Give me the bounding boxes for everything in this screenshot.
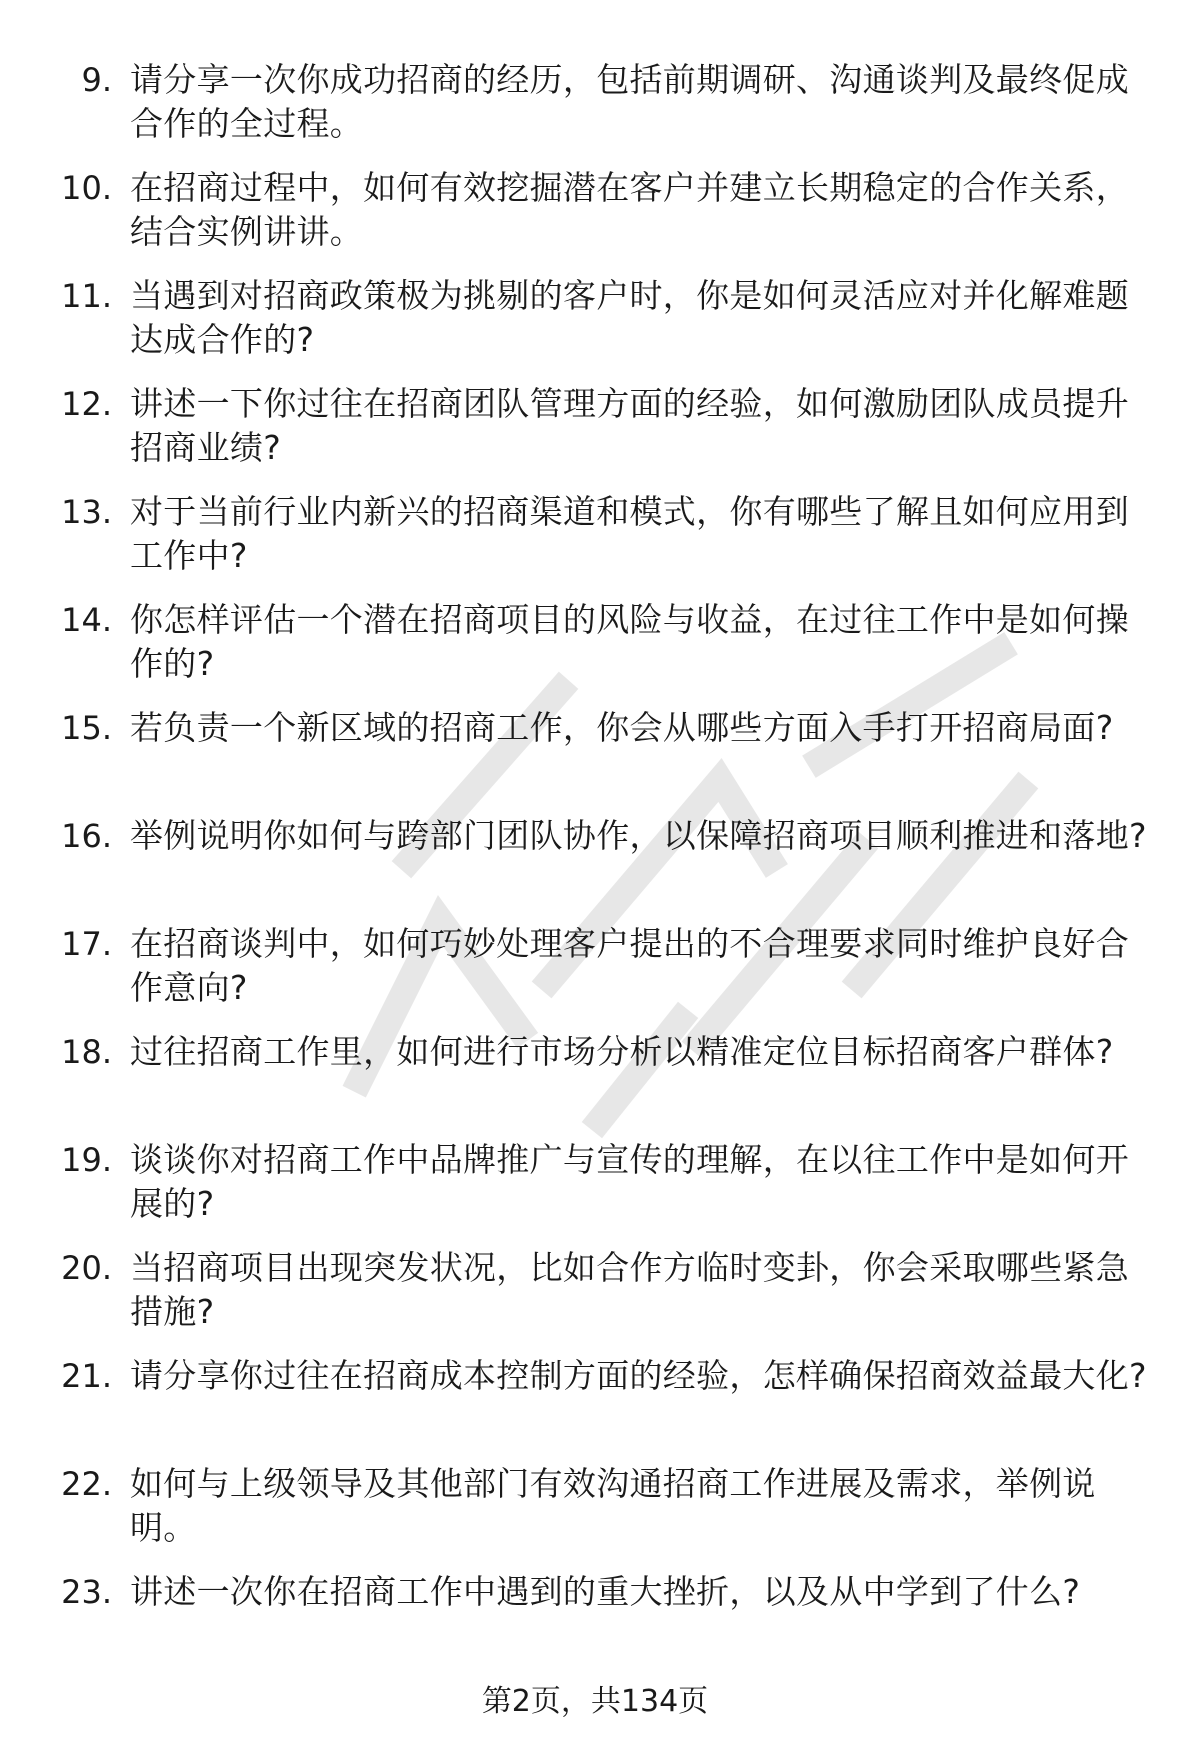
question-text: 若负责一个新区域的招商工作，你会从哪些方面入手打开招商局面? (130, 708, 1114, 747)
question-text: 当招商项目出现突发状况，比如合作方临时变卦，你会采取哪些紧急措施? (130, 1248, 1129, 1331)
question-item (0, 590, 1190, 698)
question-number: 18. (61, 1033, 112, 1071)
question-item (0, 914, 1190, 1022)
question-item (0, 1454, 1190, 1562)
question-number: 17. (61, 925, 112, 963)
question-item (0, 1238, 1190, 1346)
question-item (0, 266, 1190, 374)
question-item (0, 1022, 1190, 1130)
question-item (0, 806, 1190, 914)
question-item (0, 374, 1190, 482)
question-number: 9. (81, 61, 112, 99)
question-number: 12. (61, 385, 112, 423)
question-number: 22. (61, 1465, 112, 1503)
question-text: 在招商过程中，如何有效挖掘潜在客户并建立长期稳定的合作关系，结合实例讲讲。 (130, 168, 1129, 251)
page-number-footer: 第2页，共134页 (481, 1684, 709, 1719)
question-number: 16. (61, 817, 112, 855)
question-number: 11. (61, 277, 112, 315)
question-number: 15. (61, 709, 112, 747)
question-text: 请分享你过往在招商成本控制方面的经验，怎样确保招商效益最大化? (130, 1356, 1147, 1395)
question-item (0, 482, 1190, 590)
question-text: 过往招商工作里，如何进行市场分析以精准定位目标招商客户群体? (130, 1032, 1114, 1071)
question-text: 如何与上级领导及其他部门有效沟通招商工作进展及需求，举例说明。 (130, 1464, 1096, 1547)
question-item (0, 698, 1190, 806)
question-number: 10. (61, 169, 112, 207)
question-text: 讲述一次你在招商工作中遇到的重大挫折，以及从中学到了什么? (130, 1572, 1081, 1611)
question-item (0, 158, 1190, 266)
question-text: 举例说明你如何与跨部门团队协作，以保障招商项目顺利推进和落地? (130, 816, 1147, 855)
question-text: 谈谈你对招商工作中品牌推广与宣传的理解，在以往工作中是如何开展的? (130, 1140, 1129, 1223)
question-text: 当遇到对招商政策极为挑剔的客户时，你是如何灵活应对并化解难题达成合作的? (130, 276, 1129, 359)
question-text: 你怎样评估一个潜在招商项目的风险与收益，在过往工作中是如何操作的? (130, 600, 1129, 683)
question-item (0, 1130, 1190, 1238)
question-number: 13. (61, 493, 112, 531)
question-text: 请分享一次你成功招商的经历，包括前期调研、沟通谈判及最终促成合作的全过程。 (130, 60, 1129, 143)
question-item (0, 1562, 1190, 1670)
question-number: 23. (61, 1573, 112, 1611)
question-text: 对于当前行业内新兴的招商渠道和模式，你有哪些了解且如何应用到工作中? (130, 492, 1129, 575)
question-text: 在招商谈判中，如何巧妙处理客户提出的不合理要求同时维护良好合作意向? (130, 924, 1129, 1007)
question-item (0, 1346, 1190, 1454)
question-list (0, 50, 1190, 1670)
question-number: 21. (61, 1357, 112, 1395)
question-number: 14. (61, 601, 112, 639)
question-number: 20. (61, 1249, 112, 1287)
question-item (0, 50, 1190, 158)
question-number: 19. (61, 1141, 112, 1179)
question-text: 讲述一下你过往在招商团队管理方面的经验，如何激励团队成员提升招商业绩? (130, 384, 1129, 467)
